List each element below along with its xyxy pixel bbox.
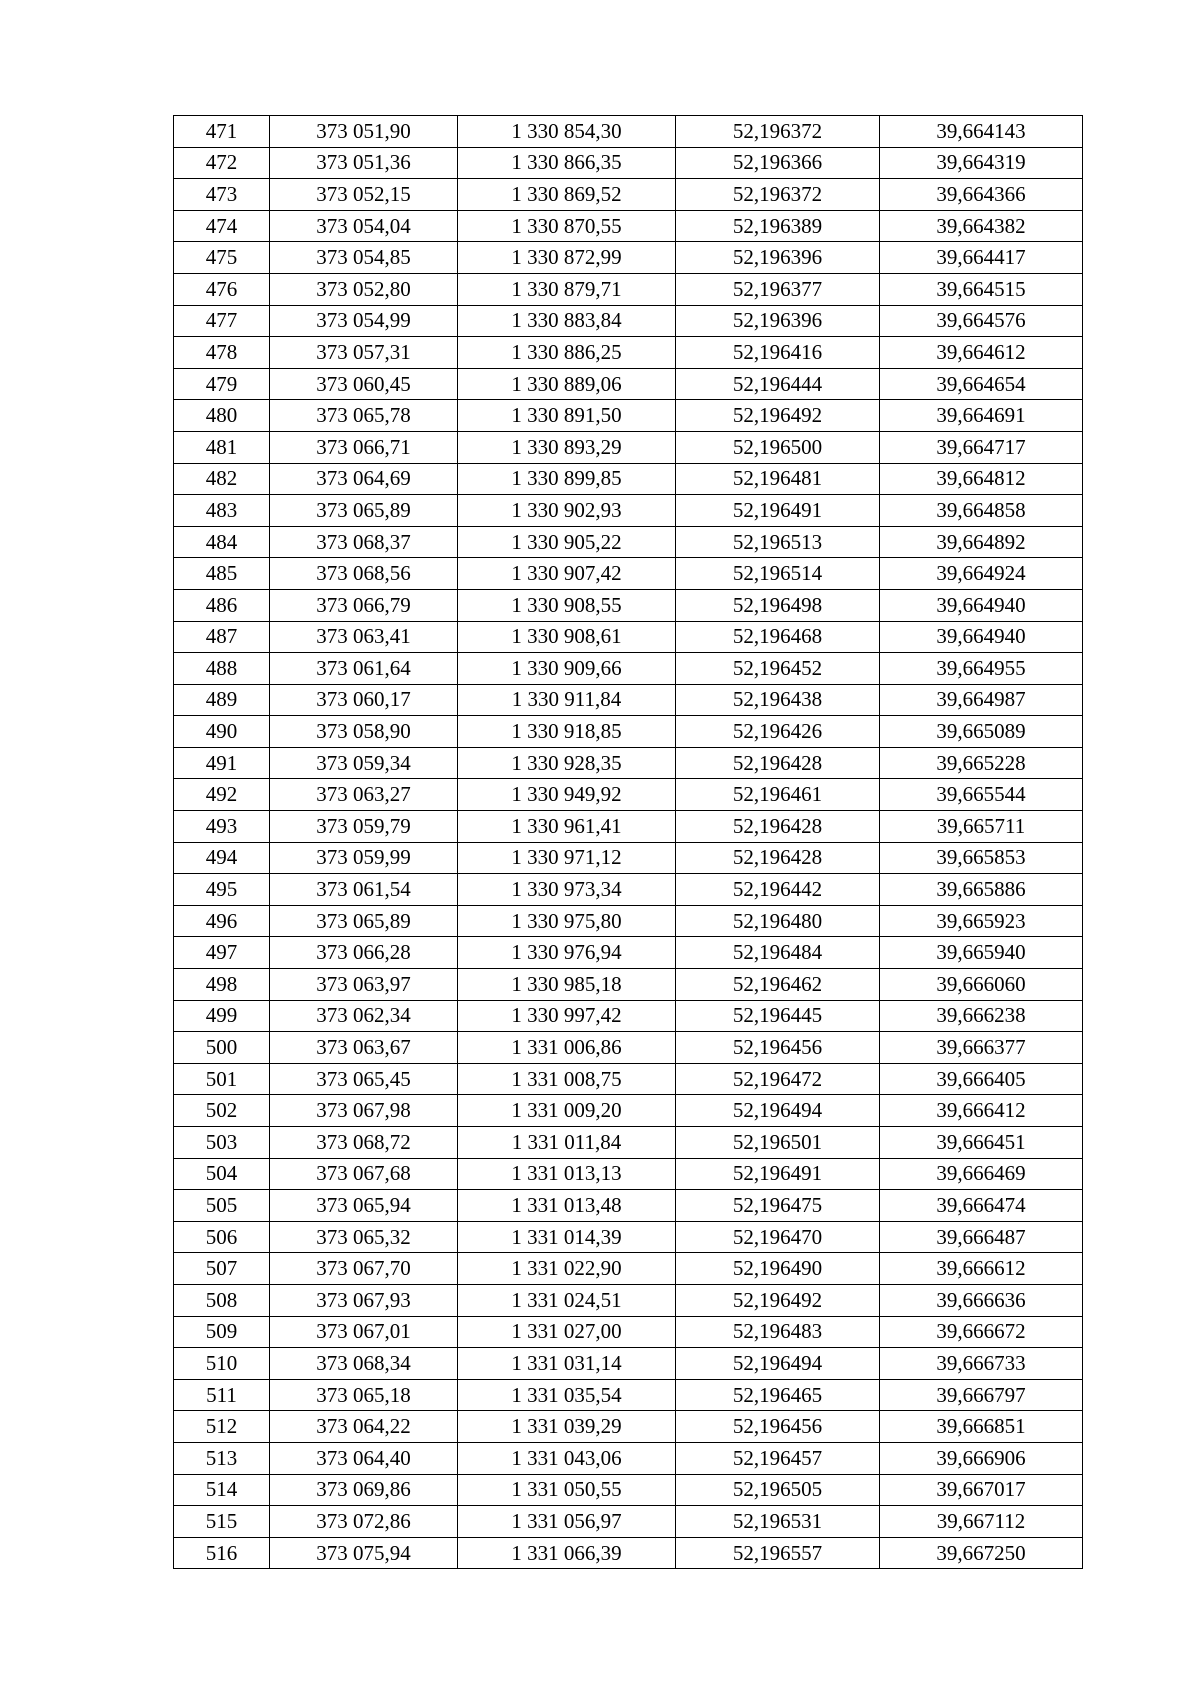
longitude-cell: 39,664858	[880, 495, 1083, 527]
table-row	[174, 368, 1083, 400]
x-coordinate-cell: 373 059,99	[270, 842, 458, 874]
latitude-cell: 52,196372	[676, 179, 880, 211]
longitude-cell: 39,664515	[880, 273, 1083, 305]
point-number-cell: 489	[174, 684, 270, 716]
y-coordinate-cell: 1 331 035,54	[458, 1379, 676, 1411]
table-row	[174, 1253, 1083, 1285]
latitude-cell: 52,196456	[676, 1032, 880, 1064]
longitude-cell: 39,665544	[880, 779, 1083, 811]
table-row	[174, 210, 1083, 242]
x-coordinate-cell: 373 063,97	[270, 969, 458, 1001]
latitude-cell: 52,196505	[676, 1474, 880, 1506]
latitude-cell: 52,196428	[676, 842, 880, 874]
table-row	[174, 116, 1083, 148]
latitude-cell: 52,196514	[676, 558, 880, 590]
table-row	[174, 1411, 1083, 1443]
longitude-cell: 39,665089	[880, 716, 1083, 748]
latitude-cell: 52,196483	[676, 1316, 880, 1348]
latitude-cell: 52,196428	[676, 811, 880, 843]
longitude-cell: 39,665228	[880, 747, 1083, 779]
latitude-cell: 52,196456	[676, 1411, 880, 1443]
y-coordinate-cell: 1 330 918,85	[458, 716, 676, 748]
y-coordinate-cell: 1 330 891,50	[458, 400, 676, 432]
x-coordinate-cell: 373 054,04	[270, 210, 458, 242]
latitude-cell: 52,196465	[676, 1379, 880, 1411]
longitude-cell: 39,664924	[880, 558, 1083, 590]
point-number-cell: 492	[174, 779, 270, 811]
y-coordinate-cell: 1 331 008,75	[458, 1063, 676, 1095]
longitude-cell: 39,664812	[880, 463, 1083, 495]
point-number-cell: 498	[174, 969, 270, 1001]
longitude-cell: 39,667112	[880, 1506, 1083, 1538]
longitude-cell: 39,665886	[880, 874, 1083, 906]
latitude-cell: 52,196428	[676, 747, 880, 779]
x-coordinate-cell: 373 067,98	[270, 1095, 458, 1127]
table-row	[174, 1506, 1083, 1538]
y-coordinate-cell: 1 331 011,84	[458, 1127, 676, 1159]
latitude-cell: 52,196457	[676, 1442, 880, 1474]
table-row	[174, 1000, 1083, 1032]
point-number-cell: 500	[174, 1032, 270, 1064]
x-coordinate-cell: 373 068,56	[270, 558, 458, 590]
latitude-cell: 52,196480	[676, 905, 880, 937]
y-coordinate-cell: 1 330 908,61	[458, 621, 676, 653]
x-coordinate-cell: 373 065,78	[270, 400, 458, 432]
x-coordinate-cell: 373 061,64	[270, 653, 458, 685]
x-coordinate-cell: 373 064,69	[270, 463, 458, 495]
longitude-cell: 39,666377	[880, 1032, 1083, 1064]
table-row	[174, 147, 1083, 179]
y-coordinate-cell: 1 330 907,42	[458, 558, 676, 590]
x-coordinate-cell: 373 064,40	[270, 1442, 458, 1474]
table-row	[174, 337, 1083, 369]
longitude-cell: 39,664691	[880, 400, 1083, 432]
point-number-cell: 514	[174, 1474, 270, 1506]
point-number-cell: 491	[174, 747, 270, 779]
table-row	[174, 463, 1083, 495]
point-number-cell: 516	[174, 1537, 270, 1569]
x-coordinate-cell: 373 068,34	[270, 1348, 458, 1380]
point-number-cell: 490	[174, 716, 270, 748]
point-number-cell: 480	[174, 400, 270, 432]
point-number-cell: 472	[174, 147, 270, 179]
point-number-cell: 479	[174, 368, 270, 400]
longitude-cell: 39,666412	[880, 1095, 1083, 1127]
point-number-cell: 503	[174, 1127, 270, 1159]
latitude-cell: 52,196396	[676, 242, 880, 274]
x-coordinate-cell: 373 068,72	[270, 1127, 458, 1159]
table-row	[174, 874, 1083, 906]
y-coordinate-cell: 1 331 006,86	[458, 1032, 676, 1064]
x-coordinate-cell: 373 075,94	[270, 1537, 458, 1569]
y-coordinate-cell: 1 331 022,90	[458, 1253, 676, 1285]
table-row	[174, 716, 1083, 748]
y-coordinate-cell: 1 331 066,39	[458, 1537, 676, 1569]
longitude-cell: 39,664717	[880, 431, 1083, 463]
table-row	[174, 495, 1083, 527]
longitude-cell: 39,666636	[880, 1284, 1083, 1316]
longitude-cell: 39,666672	[880, 1316, 1083, 1348]
y-coordinate-cell: 1 330 899,85	[458, 463, 676, 495]
y-coordinate-cell: 1 330 971,12	[458, 842, 676, 874]
point-number-cell: 501	[174, 1063, 270, 1095]
latitude-cell: 52,196461	[676, 779, 880, 811]
latitude-cell: 52,196513	[676, 526, 880, 558]
y-coordinate-cell: 1 330 886,25	[458, 337, 676, 369]
latitude-cell: 52,196491	[676, 1158, 880, 1190]
latitude-cell: 52,196377	[676, 273, 880, 305]
latitude-cell: 52,196372	[676, 116, 880, 148]
y-coordinate-cell: 1 330 976,94	[458, 937, 676, 969]
y-coordinate-cell: 1 330 869,52	[458, 179, 676, 211]
table-row	[174, 273, 1083, 305]
latitude-cell: 52,196557	[676, 1537, 880, 1569]
longitude-cell: 39,664382	[880, 210, 1083, 242]
point-number-cell: 502	[174, 1095, 270, 1127]
longitude-cell: 39,667017	[880, 1474, 1083, 1506]
point-number-cell: 481	[174, 431, 270, 463]
longitude-cell: 39,666451	[880, 1127, 1083, 1159]
y-coordinate-cell: 1 330 870,55	[458, 210, 676, 242]
point-number-cell: 515	[174, 1506, 270, 1538]
point-number-cell: 477	[174, 305, 270, 337]
longitude-cell: 39,664940	[880, 589, 1083, 621]
table-row	[174, 400, 1083, 432]
x-coordinate-cell: 373 065,18	[270, 1379, 458, 1411]
longitude-cell: 39,665853	[880, 842, 1083, 874]
table-row	[174, 1190, 1083, 1222]
x-coordinate-cell: 373 066,79	[270, 589, 458, 621]
y-coordinate-cell: 1 331 056,97	[458, 1506, 676, 1538]
point-number-cell: 487	[174, 621, 270, 653]
point-number-cell: 511	[174, 1379, 270, 1411]
point-number-cell: 494	[174, 842, 270, 874]
latitude-cell: 52,196484	[676, 937, 880, 969]
x-coordinate-cell: 373 065,94	[270, 1190, 458, 1222]
y-coordinate-cell: 1 331 024,51	[458, 1284, 676, 1316]
x-coordinate-cell: 373 052,15	[270, 179, 458, 211]
latitude-cell: 52,196470	[676, 1221, 880, 1253]
latitude-cell: 52,196490	[676, 1253, 880, 1285]
x-coordinate-cell: 373 063,27	[270, 779, 458, 811]
x-coordinate-cell: 373 054,85	[270, 242, 458, 274]
point-number-cell: 513	[174, 1442, 270, 1474]
x-coordinate-cell: 373 067,68	[270, 1158, 458, 1190]
longitude-cell: 39,666797	[880, 1379, 1083, 1411]
table-row	[174, 1316, 1083, 1348]
table-row	[174, 526, 1083, 558]
longitude-cell: 39,666487	[880, 1221, 1083, 1253]
table-row	[174, 621, 1083, 653]
point-number-cell: 478	[174, 337, 270, 369]
x-coordinate-cell: 373 051,90	[270, 116, 458, 148]
point-number-cell: 504	[174, 1158, 270, 1190]
latitude-cell: 52,196491	[676, 495, 880, 527]
longitude-cell: 39,664417	[880, 242, 1083, 274]
table-row	[174, 653, 1083, 685]
table-row	[174, 684, 1083, 716]
x-coordinate-cell: 373 062,34	[270, 1000, 458, 1032]
latitude-cell: 52,196396	[676, 305, 880, 337]
longitude-cell: 39,664143	[880, 116, 1083, 148]
y-coordinate-cell: 1 330 911,84	[458, 684, 676, 716]
table-row	[174, 905, 1083, 937]
point-number-cell: 483	[174, 495, 270, 527]
table-row	[174, 1032, 1083, 1064]
point-number-cell: 488	[174, 653, 270, 685]
x-coordinate-cell: 373 066,71	[270, 431, 458, 463]
table-row	[174, 242, 1083, 274]
y-coordinate-cell: 1 330 879,71	[458, 273, 676, 305]
latitude-cell: 52,196366	[676, 147, 880, 179]
longitude-cell: 39,666238	[880, 1000, 1083, 1032]
point-number-cell: 476	[174, 273, 270, 305]
x-coordinate-cell: 373 065,89	[270, 905, 458, 937]
point-number-cell: 510	[174, 1348, 270, 1380]
longitude-cell: 39,664576	[880, 305, 1083, 337]
table-row	[174, 1537, 1083, 1569]
x-coordinate-cell: 373 072,86	[270, 1506, 458, 1538]
table-row	[174, 779, 1083, 811]
y-coordinate-cell: 1 330 872,99	[458, 242, 676, 274]
table-row	[174, 1284, 1083, 1316]
y-coordinate-cell: 1 330 997,42	[458, 1000, 676, 1032]
coordinates-table-body	[174, 116, 1083, 1569]
y-coordinate-cell: 1 331 027,00	[458, 1316, 676, 1348]
x-coordinate-cell: 373 059,34	[270, 747, 458, 779]
table-row	[174, 1474, 1083, 1506]
point-number-cell: 471	[174, 116, 270, 148]
point-number-cell: 506	[174, 1221, 270, 1253]
y-coordinate-cell: 1 330 949,92	[458, 779, 676, 811]
table-row	[174, 1442, 1083, 1474]
point-number-cell: 497	[174, 937, 270, 969]
x-coordinate-cell: 373 057,31	[270, 337, 458, 369]
longitude-cell: 39,666405	[880, 1063, 1083, 1095]
latitude-cell: 52,196438	[676, 684, 880, 716]
y-coordinate-cell: 1 330 973,34	[458, 874, 676, 906]
x-coordinate-cell: 373 060,17	[270, 684, 458, 716]
latitude-cell: 52,196500	[676, 431, 880, 463]
latitude-cell: 52,196445	[676, 1000, 880, 1032]
table-row	[174, 1379, 1083, 1411]
longitude-cell: 39,664955	[880, 653, 1083, 685]
y-coordinate-cell: 1 330 889,06	[458, 368, 676, 400]
y-coordinate-cell: 1 331 009,20	[458, 1095, 676, 1127]
point-number-cell: 508	[174, 1284, 270, 1316]
latitude-cell: 52,196492	[676, 400, 880, 432]
point-number-cell: 499	[174, 1000, 270, 1032]
y-coordinate-cell: 1 331 013,13	[458, 1158, 676, 1190]
latitude-cell: 52,196498	[676, 589, 880, 621]
latitude-cell: 52,196389	[676, 210, 880, 242]
table-row	[174, 1158, 1083, 1190]
y-coordinate-cell: 1 330 854,30	[458, 116, 676, 148]
longitude-cell: 39,666060	[880, 969, 1083, 1001]
y-coordinate-cell: 1 331 031,14	[458, 1348, 676, 1380]
x-coordinate-cell: 373 067,01	[270, 1316, 458, 1348]
longitude-cell: 39,664654	[880, 368, 1083, 400]
y-coordinate-cell: 1 330 928,35	[458, 747, 676, 779]
point-number-cell: 505	[174, 1190, 270, 1222]
latitude-cell: 52,196481	[676, 463, 880, 495]
point-number-cell: 486	[174, 589, 270, 621]
latitude-cell: 52,196494	[676, 1095, 880, 1127]
table-row	[174, 1127, 1083, 1159]
table-row	[174, 179, 1083, 211]
longitude-cell: 39,664892	[880, 526, 1083, 558]
latitude-cell: 52,196468	[676, 621, 880, 653]
table-row	[174, 969, 1083, 1001]
y-coordinate-cell: 1 331 050,55	[458, 1474, 676, 1506]
table-row	[174, 811, 1083, 843]
longitude-cell: 39,664612	[880, 337, 1083, 369]
longitude-cell: 39,666733	[880, 1348, 1083, 1380]
latitude-cell: 52,196472	[676, 1063, 880, 1095]
longitude-cell: 39,665923	[880, 905, 1083, 937]
point-number-cell: 512	[174, 1411, 270, 1443]
x-coordinate-cell: 373 066,28	[270, 937, 458, 969]
point-number-cell: 474	[174, 210, 270, 242]
y-coordinate-cell: 1 331 039,29	[458, 1411, 676, 1443]
x-coordinate-cell: 373 069,86	[270, 1474, 458, 1506]
x-coordinate-cell: 373 065,89	[270, 495, 458, 527]
point-number-cell: 475	[174, 242, 270, 274]
latitude-cell: 52,196444	[676, 368, 880, 400]
x-coordinate-cell: 373 054,99	[270, 305, 458, 337]
longitude-cell: 39,664987	[880, 684, 1083, 716]
longitude-cell: 39,664940	[880, 621, 1083, 653]
longitude-cell: 39,667250	[880, 1537, 1083, 1569]
latitude-cell: 52,196501	[676, 1127, 880, 1159]
point-number-cell: 484	[174, 526, 270, 558]
latitude-cell: 52,196475	[676, 1190, 880, 1222]
table-row	[174, 747, 1083, 779]
y-coordinate-cell: 1 330 866,35	[458, 147, 676, 179]
longitude-cell: 39,665711	[880, 811, 1083, 843]
latitude-cell: 52,196452	[676, 653, 880, 685]
point-number-cell: 496	[174, 905, 270, 937]
x-coordinate-cell: 373 051,36	[270, 147, 458, 179]
y-coordinate-cell: 1 330 908,55	[458, 589, 676, 621]
table-row	[174, 558, 1083, 590]
x-coordinate-cell: 373 064,22	[270, 1411, 458, 1443]
longitude-cell: 39,666906	[880, 1442, 1083, 1474]
longitude-cell: 39,666474	[880, 1190, 1083, 1222]
longitude-cell: 39,665940	[880, 937, 1083, 969]
longitude-cell: 39,666851	[880, 1411, 1083, 1443]
x-coordinate-cell: 373 065,32	[270, 1221, 458, 1253]
x-coordinate-cell: 373 065,45	[270, 1063, 458, 1095]
longitude-cell: 39,666469	[880, 1158, 1083, 1190]
table-row	[174, 589, 1083, 621]
table-row	[174, 1221, 1083, 1253]
y-coordinate-cell: 1 330 909,66	[458, 653, 676, 685]
latitude-cell: 52,196442	[676, 874, 880, 906]
y-coordinate-cell: 1 330 905,22	[458, 526, 676, 558]
x-coordinate-cell: 373 063,41	[270, 621, 458, 653]
latitude-cell: 52,196416	[676, 337, 880, 369]
latitude-cell: 52,196492	[676, 1284, 880, 1316]
x-coordinate-cell: 373 068,37	[270, 526, 458, 558]
latitude-cell: 52,196426	[676, 716, 880, 748]
coordinates-table	[173, 115, 1083, 1569]
y-coordinate-cell: 1 331 043,06	[458, 1442, 676, 1474]
x-coordinate-cell: 373 063,67	[270, 1032, 458, 1064]
y-coordinate-cell: 1 330 961,41	[458, 811, 676, 843]
table-row	[174, 1348, 1083, 1380]
x-coordinate-cell: 373 060,45	[270, 368, 458, 400]
table-row	[174, 431, 1083, 463]
x-coordinate-cell: 373 052,80	[270, 273, 458, 305]
table-row	[174, 1063, 1083, 1095]
latitude-cell: 52,196531	[676, 1506, 880, 1538]
y-coordinate-cell: 1 331 014,39	[458, 1221, 676, 1253]
latitude-cell: 52,196462	[676, 969, 880, 1001]
table-row	[174, 1095, 1083, 1127]
x-coordinate-cell: 373 067,70	[270, 1253, 458, 1285]
point-number-cell: 482	[174, 463, 270, 495]
y-coordinate-cell: 1 330 975,80	[458, 905, 676, 937]
x-coordinate-cell: 373 058,90	[270, 716, 458, 748]
y-coordinate-cell: 1 330 902,93	[458, 495, 676, 527]
x-coordinate-cell: 373 067,93	[270, 1284, 458, 1316]
longitude-cell: 39,664366	[880, 179, 1083, 211]
table-row	[174, 842, 1083, 874]
x-coordinate-cell: 373 059,79	[270, 811, 458, 843]
y-coordinate-cell: 1 331 013,48	[458, 1190, 676, 1222]
point-number-cell: 495	[174, 874, 270, 906]
table-row	[174, 937, 1083, 969]
point-number-cell: 485	[174, 558, 270, 590]
x-coordinate-cell: 373 061,54	[270, 874, 458, 906]
latitude-cell: 52,196494	[676, 1348, 880, 1380]
y-coordinate-cell: 1 330 985,18	[458, 969, 676, 1001]
y-coordinate-cell: 1 330 883,84	[458, 305, 676, 337]
longitude-cell: 39,666612	[880, 1253, 1083, 1285]
y-coordinate-cell: 1 330 893,29	[458, 431, 676, 463]
point-number-cell: 507	[174, 1253, 270, 1285]
point-number-cell: 473	[174, 179, 270, 211]
point-number-cell: 493	[174, 811, 270, 843]
longitude-cell: 39,664319	[880, 147, 1083, 179]
table-row	[174, 305, 1083, 337]
point-number-cell: 509	[174, 1316, 270, 1348]
